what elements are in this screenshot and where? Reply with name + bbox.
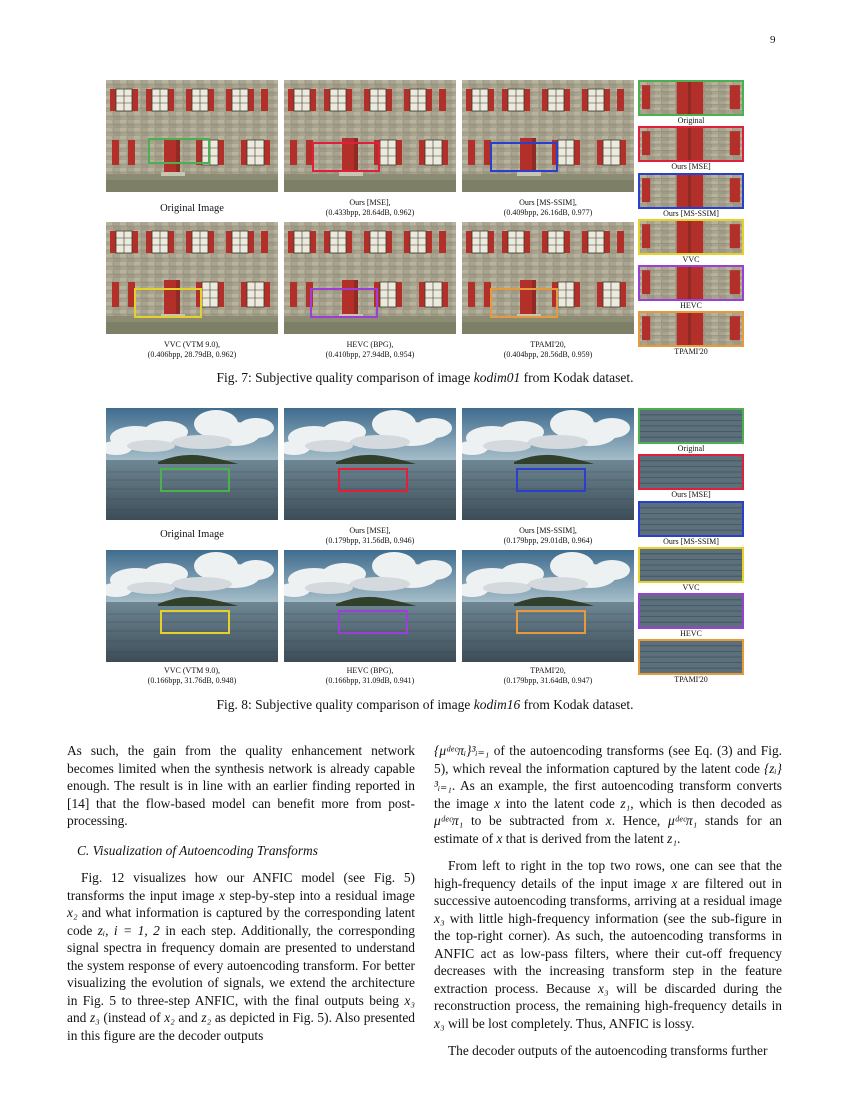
roi-box (490, 288, 558, 318)
paragraph: The decoder outputs of the autoencoding transforms further (448, 1043, 768, 1058)
text-run: . (677, 830, 681, 846)
text-run: , which is then decoded as (630, 795, 783, 811)
text-run: with little high-frequency information (see the sub-figure in the top-right corner). As such, the autoencoding transforms in ANFIC act as low-pass filters, where their cut-off frequency decreases with the increasing transform step in the feature extraction process. Because (434, 910, 782, 996)
math-mu: μᵈᵉᶜπ₁ (667, 813, 698, 828)
caption-name: TPAMI'20, (530, 340, 566, 349)
math-x3: x₃ (404, 992, 415, 1008)
figure-7-caption (0, 370, 850, 386)
roi-box (134, 288, 202, 318)
house-ours-msssim-image (462, 80, 634, 192)
crop-label: VVC (682, 255, 700, 264)
caption-vvc (106, 340, 278, 360)
text-run: that is derived from the latent (502, 830, 668, 846)
house-original-image (106, 80, 278, 192)
text-run: into the latent code (500, 795, 621, 811)
caption-stats: (0.179bpp, 31.56dB, 0.946) (325, 536, 415, 545)
caption-suffix: from Kodak dataset. (520, 697, 634, 712)
math-x2: x₂ (164, 1010, 175, 1025)
math-zi: zᵢ, i = 1, 2 (97, 922, 160, 938)
text-run: are filtered out in successive autoencoding transforms, arriving at a residual image (434, 875, 782, 908)
paragraph: As such, the gain from the quality enhancement network becomes limited when the synthesis network is already capable enough. The result is in line with an earlier finding reported in [14] that the flow-based model can benefit more from post-processing. (67, 743, 415, 828)
caption-tpami (462, 340, 634, 360)
crop-ours-mse (638, 454, 744, 490)
caption-ours-msssim (462, 198, 634, 218)
crop-label: Original (677, 444, 705, 453)
caption-name: Ours [MS-SSIM], (519, 526, 577, 535)
caption-ours-mse (284, 526, 456, 546)
math-z1: z₁ (620, 795, 631, 811)
caption-name: Ours [MSE], (349, 526, 391, 535)
math-x: x (671, 875, 678, 891)
paragraph (67, 869, 415, 1044)
sea-tpami-image (462, 550, 634, 662)
text-run: as depicted in Fig. 5). Also presented in this figure are the decoder outputs (67, 1010, 416, 1043)
caption-name: TPAMI'20, (530, 666, 566, 675)
crop-original (638, 408, 744, 444)
roi-box (160, 610, 230, 634)
caption-name: Ours [MSE], (349, 198, 391, 207)
caption-stats: (0.166bpp, 31.76dB, 0.948) (147, 676, 237, 685)
roi-box (310, 288, 378, 318)
crop-tpami (638, 639, 744, 675)
math-x3: x₃ (434, 910, 445, 926)
text-run: and (174, 1010, 202, 1025)
house-vvc-image (106, 222, 278, 334)
crop-hevc (638, 593, 744, 629)
crop-label: Ours [MSE] (671, 162, 711, 171)
text-run: From left to right in the top two rows, one can see that the high-frequency details of the input image (434, 858, 782, 891)
crop-label: Ours [MS-SSIM] (663, 537, 719, 546)
math-z2: z₂ (201, 1010, 212, 1025)
caption-original: Original Image (160, 529, 224, 540)
crop-label: TPAMI'20 (674, 675, 708, 684)
text-run: in each step. Additionally, the corresponding signal spectra in frequency domain are presented to understand the system response of every autoencoding transform. For better visualizing the evolution of signals, we extend the architecture in Fig. 5 to three-step ANFIC, with the final outputs being (67, 922, 415, 1008)
roi-box (490, 142, 558, 172)
sea-hevc-image (284, 550, 456, 662)
text-run: and what information is captured by the corresponding latent code (67, 905, 415, 938)
roi-box (160, 468, 230, 492)
caption-image-name: kodim16 (473, 697, 521, 712)
caption-stats: (0.409bpp, 26.16dB, 0.977) (503, 208, 593, 217)
text-run: (instead of (99, 1010, 165, 1025)
paragraph (434, 742, 782, 847)
section-heading: C. Visualization of Autoencoding Transforms (77, 842, 318, 858)
roi-box (338, 610, 408, 634)
caption-vvc (106, 666, 278, 686)
math-x: x (494, 795, 501, 811)
caption-hevc (284, 666, 456, 686)
crop-ours-msssim (638, 501, 744, 537)
crop-label: VVC (682, 583, 700, 592)
caption-original: Original Image (160, 203, 224, 214)
text-run: will be discarded during the reconstruction process, the remaining high-frequency details in (434, 980, 782, 1013)
crop-original (638, 80, 744, 116)
crop-label: HEVC (680, 629, 702, 638)
caption-image-name: kodim01 (473, 370, 521, 385)
caption-name: Ours [MS-SSIM], (519, 198, 577, 207)
sea-vvc-image (106, 550, 278, 662)
caption-stats: (0.166bpp, 31.09dB, 0.941) (325, 676, 415, 685)
caption-stats: (0.433bpp, 28.64dB, 0.962) (325, 208, 415, 217)
figure-8-caption (0, 697, 850, 713)
right-column (434, 742, 782, 1070)
caption-stats: (0.179bpp, 31.64dB, 0.947) (503, 676, 593, 685)
math-mu-set: {μᵈᵉᶜπᵢ}³ᵢ₌₁ (434, 743, 490, 758)
math-x3: x₃ (598, 980, 609, 996)
crop-tpami (638, 311, 744, 347)
caption-tpami (462, 666, 634, 686)
crop-label: Ours [MSE] (671, 490, 711, 499)
text-run: step-by-step into a residual image (224, 887, 415, 903)
caption-stats: (0.179bpp, 29.01dB, 0.964) (503, 536, 593, 545)
crop-label: HEVC (680, 301, 702, 310)
sea-original-image (106, 408, 278, 520)
caption-stats: (0.404bpp, 28.56dB, 0.959) (503, 350, 593, 359)
text-run: of the autoencoding transforms (see Eq. (3) and Fig. 5), which reveal the information captured by the latent code (434, 743, 782, 776)
crop-hevc (638, 265, 744, 301)
roi-box (338, 468, 408, 492)
sea-ours-msssim-image (462, 408, 634, 520)
crop-label: Original (677, 116, 705, 125)
text-run: stands for an estimate of (434, 813, 782, 846)
caption-stats: (0.406bpp, 28.79dB, 0.962) (147, 350, 237, 359)
math-x: x (605, 813, 612, 828)
math-x3: x₃ (434, 1015, 445, 1031)
text-run: and (67, 1010, 90, 1025)
caption-stats: (0.410bpp, 27.94dB, 0.954) (325, 350, 415, 359)
math-x: x (496, 830, 503, 846)
caption-name: VVC (VTM 9.0), (164, 666, 220, 675)
math-z1: z₁ (667, 830, 678, 846)
crop-vvc (638, 547, 744, 583)
house-ours-mse-image (284, 80, 456, 192)
left-column (67, 742, 415, 1054)
caption-name: HEVC (BPG), (346, 666, 394, 675)
text-run: to be subtracted from (463, 813, 606, 828)
crop-ours-msssim (638, 173, 744, 209)
math-x: x (219, 887, 225, 903)
roi-box (516, 468, 586, 492)
caption-ours-mse (284, 198, 456, 218)
math-mu: μᵈᵉᶜπ₁ (434, 813, 464, 828)
roi-box (312, 142, 380, 172)
math-x2: x₂ (67, 905, 78, 920)
math-z3: z₃ (89, 1010, 100, 1025)
text-run: . As an example, the first autoencoding transform converts the image (434, 778, 782, 811)
house-tpami-image (462, 222, 634, 334)
caption-name: VVC (VTM 9.0), (164, 340, 220, 349)
caption-hevc (284, 340, 456, 360)
crop-label: Ours [MS-SSIM] (663, 209, 719, 218)
house-hevc-image (284, 222, 456, 334)
caption-prefix: Fig. 7: Subjective quality comparison of image (216, 370, 474, 385)
sea-ours-mse-image (284, 408, 456, 520)
page-number: 9 (770, 34, 776, 46)
roi-box (148, 138, 210, 164)
roi-box (516, 610, 586, 634)
caption-suffix: from Kodak dataset. (520, 370, 634, 385)
text-run: . Hence, (611, 813, 668, 828)
text-run: will be lost completely. Thus, ANFIC is lossy. (444, 1015, 695, 1031)
math-z-set: {zᵢ}³ᵢ₌₁ (434, 760, 782, 793)
text-run: Fig. 12 visualizes how our ANFIC model (see Fig. 5) transforms the input image (67, 870, 415, 903)
paragraph (434, 857, 782, 1032)
crop-ours-mse (638, 126, 744, 162)
crop-vvc (638, 219, 744, 255)
crop-label: TPAMI'20 (674, 347, 708, 356)
caption-ours-msssim (462, 526, 634, 546)
caption-name: HEVC (BPG), (346, 340, 394, 349)
caption-prefix: Fig. 8: Subjective quality comparison of image (216, 697, 474, 712)
